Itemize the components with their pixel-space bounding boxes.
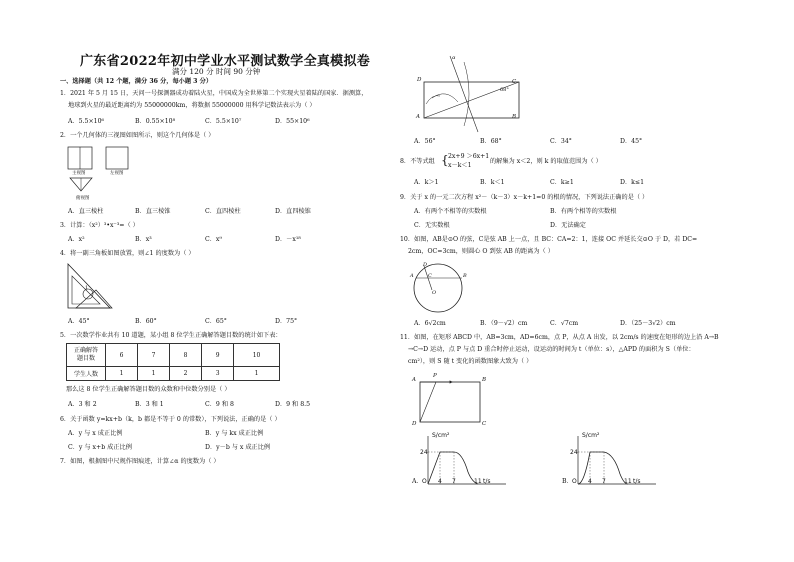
q10-option-c: C．√7cm xyxy=(550,320,579,327)
q7-point-a: A xyxy=(416,114,420,120)
q11-graph-a-xtick-11: 11 xyxy=(474,478,482,485)
q5-stem: 5．一次数学作业共有 10 道题，某小组 8 位学生正确解答题目数的统计如下表： xyxy=(60,332,282,339)
q8-brace: { xyxy=(441,153,449,167)
q11-graph-b-xlabel: t/s xyxy=(633,478,641,485)
q11-graph-b-xtick-7: 7 xyxy=(602,478,606,485)
q11-line3: cm²），则 S 随 t 变化的函数图象大致为（ ） xyxy=(408,358,533,365)
q4-stem: 4．将一副三角板如图放置，则∠1 的度数为（ ） xyxy=(60,250,195,257)
table-cell: 2 xyxy=(170,367,202,381)
q9-option-a: A．有两个不相等的实数根 xyxy=(414,208,487,215)
q10-line2: 2cm，OC=3cm，则圆心 O 到弦 AB 的距离为（ ） xyxy=(408,248,554,255)
q10-point-a: A xyxy=(410,273,414,279)
q9-option-c: C．无实数根 xyxy=(414,222,450,229)
table-cell: 1 xyxy=(234,367,280,381)
q11-graph-b-ylabel: S/cm² xyxy=(582,432,600,439)
q7-construction-figure xyxy=(412,54,524,134)
q1-line1: 1．2021 年 5 月 15 日，天问一号探测器成功着陆火星，中国成为全世界第二个实现火星着陆的国家．据测算， xyxy=(60,90,368,97)
q7-stem: 7．如图，根据图中尺规作图痕迹，计算∠α 的度数为（ ） xyxy=(60,458,220,465)
q4-triangle-rulers-figure xyxy=(66,262,116,310)
q7-point-b: B xyxy=(512,114,517,120)
q5-row1-label-b: 题目数 xyxy=(76,355,95,362)
q5-option-c: C．9 和 8 xyxy=(205,401,234,408)
q7-option-b: B．68° xyxy=(480,138,502,145)
q9-stem: 9．关于 x 的一元二次方程 x²－（k－3）x－k+1=0 的根的情况，下列说法正确的是（ ） xyxy=(400,194,649,201)
table-cell: 6 xyxy=(106,344,138,367)
table-row xyxy=(67,367,280,381)
q10-circle-figure xyxy=(408,258,470,314)
q2-side-view-label: 左视图 xyxy=(110,171,124,176)
q10-line1: 10．如图，AB是⊙O 的弦，C是弦 AB 上一点，且 BC：CA=2：1，连接 OC 并延长交⊙O 于 D，若 DC= xyxy=(400,236,698,243)
q10-point-c: C xyxy=(428,273,432,279)
q3-option-a: A．x² xyxy=(68,236,85,243)
q11-graph-a-ytick: 24 xyxy=(420,449,428,456)
q5-data-table xyxy=(66,343,280,381)
q9-option-b: B．有两个相等的实数根 xyxy=(550,208,617,215)
q7-option-a: A．56° xyxy=(414,138,436,145)
q11-graph-a xyxy=(418,432,510,490)
q3-stem: 3．计算：（x²）³•x⁻³=（ ） xyxy=(60,222,139,229)
q5-row1-label-a: 正确解答 xyxy=(73,347,98,354)
q8-option-b: B．k＜1 xyxy=(480,179,505,186)
q11-line2: →C→D 运动，点 P 与点 D 重合时停止运动，设运动的时间为 t（单位：s），△APD 的面积为 S（单位： xyxy=(408,346,695,353)
q10-point-b: B xyxy=(463,273,467,279)
q5-row1-label xyxy=(67,344,106,367)
q4-angle-label: 1 xyxy=(85,285,89,291)
q5-row2-label: 学生人数 xyxy=(67,367,106,381)
q11-point-c: C xyxy=(482,421,487,427)
q2-top-view-label: 俯视图 xyxy=(76,196,90,201)
q4-option-b: B．60° xyxy=(135,318,157,325)
q11-graph-a-xtick-4: 4 xyxy=(438,478,442,485)
q7-point-c: C xyxy=(512,79,517,85)
q2-option-d: D．直四棱锥 xyxy=(275,208,311,215)
q5-option-d: D．9 和 8.5 xyxy=(275,401,311,408)
q8-option-a: A．k＞1 xyxy=(414,179,439,186)
q5-option-b: B．3 和 1 xyxy=(135,401,164,408)
q3-option-d: D．－x¹⁸ xyxy=(275,236,301,243)
q3-option-c: C．x⁹ xyxy=(205,236,222,243)
q8-inequality-2: x－k＜1 xyxy=(448,162,472,169)
q11-graph-a-option: A． xyxy=(412,478,423,485)
section-heading: 一、选择题（共 12 个题，满分 36 分，每小题 3 分） xyxy=(60,78,213,85)
q2-option-b: B．直三棱锥 xyxy=(135,208,171,215)
q10-point-d: D xyxy=(423,262,428,268)
table-cell: 1 xyxy=(138,367,170,381)
table-cell: 10 xyxy=(234,344,280,367)
q4-option-d: D．75° xyxy=(275,318,298,325)
q1-option-c: C．5.5×10⁷ xyxy=(205,118,242,125)
q4-option-c: C．65° xyxy=(205,318,227,325)
q7-option-c: C．34° xyxy=(550,138,572,145)
q8-option-d: D．k≤1 xyxy=(620,179,645,186)
q6-option-a: A．y 与 x 成正比例 xyxy=(68,430,123,437)
q11-point-p: P xyxy=(433,373,437,379)
q10-option-b: B．（9－√2）cm xyxy=(480,320,528,327)
page-subtitle: 满分 120 分 时间 90 分钟 xyxy=(172,67,261,76)
q3-option-b: B．x³ xyxy=(135,236,152,243)
q11-point-b: B xyxy=(482,377,487,383)
q11-graph-b-ytick: 24 xyxy=(570,449,578,456)
q2-option-c: C．直四棱柱 xyxy=(205,208,241,215)
q11-graph-b xyxy=(568,432,660,490)
q11-graph-b-origin: O xyxy=(572,478,577,485)
q11-point-d: D xyxy=(412,421,417,427)
table-cell: 9 xyxy=(202,344,234,367)
q10-option-a: A．6√2cm xyxy=(414,320,446,327)
q8-pre: 8．不等式组 xyxy=(400,158,435,165)
table-cell: 3 xyxy=(202,367,234,381)
q7-point-d: D xyxy=(417,77,422,83)
q10-option-d: D．（25－3√2）cm xyxy=(620,320,676,327)
q7-alpha-label: α xyxy=(452,55,456,61)
q5-question: 那么这 8 位学生正确解答题目数的众数和中位数分别是（ ） xyxy=(66,386,231,393)
table-row xyxy=(67,344,280,367)
q6-option-c: C．y 与 x+b 成正比例 xyxy=(68,444,132,451)
table-cell: 7 xyxy=(138,344,170,367)
q6-option-d: D．y－b 与 x 成正比例 xyxy=(205,444,271,451)
q2-front-view-label: 主视图 xyxy=(72,171,86,176)
q11-line1: 11．如图，在矩形 ABCD 中，AB=3cm，AD=6cm，点 P，从点 A 出发，以 2cm/s 的速度在矩形的边上沿 A→B xyxy=(400,334,719,341)
q8-post: 的解集为 x＜2，则 k 的取值范围为（ ） xyxy=(490,158,602,165)
q6-stem: 6．关于函数 y=kx+b（k，b 都是不等于 0 的常数），下列说法，正确的是（ ） xyxy=(60,416,281,423)
q4-option-a: A．45° xyxy=(68,318,90,325)
q2-option-a: A．直三棱柱 xyxy=(68,208,104,215)
q1-option-a: A．5.5×10⁶ xyxy=(68,118,105,125)
q11-graph-a-xlabel: t/s xyxy=(483,478,491,485)
q11-rectangle-figure xyxy=(412,372,502,428)
q9-option-d: D．无法确定 xyxy=(550,222,586,229)
q1-option-d: D．55×10⁶ xyxy=(275,118,310,125)
q10-center-o: O xyxy=(432,290,437,296)
q11-graph-b-option: B． xyxy=(562,478,573,485)
q1-line2: 地球到火星的最近距离约为 55000000km，将数据 55000000 用科学记数法表示为（ ） xyxy=(68,102,316,109)
q11-graph-a-ylabel: S/cm² xyxy=(432,432,450,439)
q11-graph-b-xtick-11: 11 xyxy=(624,478,632,485)
table-cell: 1 xyxy=(106,367,138,381)
q11-point-a: A xyxy=(412,377,416,383)
q8-inequality-1: 2x+9 ＞6x+1 xyxy=(448,153,490,160)
q6-option-b: B．y 与 kx 成正比例 xyxy=(205,430,264,437)
q2-stem: 2．一个几何体的三视图如图所示，则这个几何体是（ ） xyxy=(60,132,215,139)
q8-option-c: C．k≥1 xyxy=(550,179,574,186)
q11-graph-a-xtick-7: 7 xyxy=(452,478,456,485)
q1-option-b: B．0.55×10⁸ xyxy=(135,118,176,125)
table-cell: 8 xyxy=(170,344,202,367)
q11-graph-a-origin: O xyxy=(422,478,427,485)
page-title: 广东省2022年初中学业水平测试数学全真模拟卷 xyxy=(80,54,371,69)
q5-option-a: A．3 和 2 xyxy=(68,401,97,408)
q7-angle-68: 68° xyxy=(500,87,509,93)
q11-graph-b-xtick-4: 4 xyxy=(588,478,592,485)
q7-option-d: D．45° xyxy=(620,138,643,145)
